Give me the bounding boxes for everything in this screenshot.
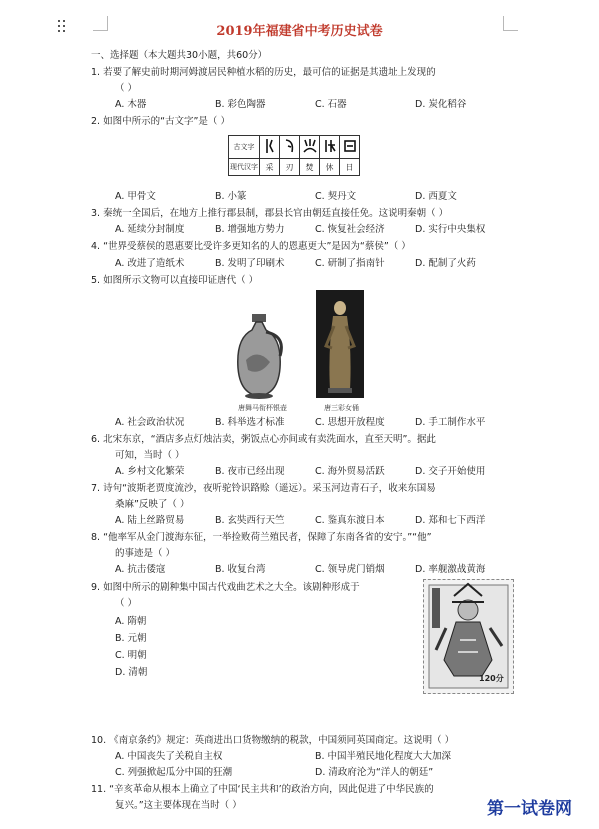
- question-9-blank: （ ）: [115, 598, 138, 609]
- modern-char: 焚: [300, 159, 320, 176]
- option-d: D. 炭化稻谷: [415, 99, 467, 110]
- option-c: C. 明朝: [115, 650, 147, 661]
- option-c: C. 海外贸易活跃: [315, 466, 385, 477]
- question-10-stem: 10. 《南京条约》规定：英商进出口货物缴纳的税款，中国须同英国商定。这说明（ ）: [91, 735, 455, 746]
- option-d: D. 西夏文: [415, 191, 457, 202]
- question-4-stem: 4. “世界受蔡侯的恩惠要比受许多更知名的人的恩惠更大”是因为“蔡侯”（ ）: [91, 241, 411, 252]
- ancient-glyph-icon: [300, 136, 320, 159]
- option-b: B. 元朝: [115, 633, 147, 644]
- option-a: A. 木器: [115, 99, 147, 110]
- question-2-stem: 2. 如图中所示的“古文字”是（ ）: [91, 116, 230, 127]
- stamp-price: 120分: [479, 674, 504, 683]
- ancient-glyph-icon: [280, 136, 300, 159]
- option-b: B. 收复台湾: [215, 564, 266, 575]
- option-a: A. 甲骨文: [115, 191, 156, 202]
- option-c: C. 恢复社会经济: [315, 224, 385, 235]
- ancient-glyph-icon: [340, 136, 360, 159]
- option-a: A. 隋朝: [115, 616, 147, 627]
- option-b: B. 小篆: [215, 191, 247, 202]
- table-header: 古文字: [229, 136, 260, 159]
- opera-stamp-image: [423, 579, 514, 694]
- option-a: A. 乡村文化繁荣: [115, 466, 185, 477]
- ancient-glyph-icon: [260, 136, 280, 159]
- question-9-stem: 9. 如图中所示的剧种集中国古代戏曲艺术之大全。该剧种形成于: [91, 582, 360, 593]
- question-1-stem: 1. 若要了解史前时期河姆渡居民种植水稻的历史，最可信的证据是其遗址上发现的: [91, 67, 436, 78]
- option-d: D. 实行中央集权: [415, 224, 486, 235]
- option-d: D. 清朝: [115, 667, 148, 678]
- option-a: A. 中国丧失了关税自主权: [115, 751, 223, 762]
- question-7-stem-cont: 桑麻”反映了（ ）: [115, 499, 190, 510]
- option-a: A. 社会政治状况: [115, 417, 185, 428]
- table-header: 现代汉字: [229, 159, 260, 176]
- option-a: A. 陆上丝路贸易: [115, 515, 185, 526]
- question-11-stem-cont: 复兴。”这主要体现在当时（ ）: [115, 800, 242, 811]
- option-d: D. 率舰激战黄海: [415, 564, 486, 575]
- section-heading: 一、选择题（本大题共30小题，共60分）: [91, 50, 268, 61]
- question-5-stem: 5. 如图所示文物可以直接印证唐代（ ）: [91, 275, 259, 286]
- option-c: C. 研制了指南针: [315, 258, 385, 269]
- modern-char: 休: [320, 159, 340, 176]
- tricolor-figurine-image: [316, 290, 364, 398]
- question-8-stem-cont: 的事迹是（ ）: [115, 548, 176, 559]
- option-c: C. 领导虎门销烟: [315, 564, 385, 575]
- option-c: C. 契丹文: [315, 191, 357, 202]
- silver-pot-image: [230, 310, 288, 402]
- exam-title: 2019年福建省中考历史试卷: [216, 24, 383, 39]
- option-c: C. 石器: [315, 99, 347, 110]
- option-d: D. 配制了火药: [415, 258, 476, 269]
- question-7-stem: 7. 诗句“波斯老贾度流沙，夜听驼铃识路赊（遥远）。采玉河边青石子，收来东国易: [91, 483, 436, 494]
- option-b: B. 玄奘西行天竺: [215, 515, 285, 526]
- option-c: C. 思想开放程度: [315, 417, 385, 428]
- option-b: B. 中国半殖民地化程度大大加深: [315, 751, 452, 762]
- question-8-stem: 8. “他率军从金门渡海东征，一举捡败荷兰殖民者，保障了东南各省的安宁。”“他”: [91, 532, 432, 543]
- option-d: D. 交子开始使用: [415, 466, 486, 477]
- option-d: D. 郑和七下西洋: [415, 515, 486, 526]
- ancient-glyph-icon: [320, 136, 340, 159]
- modern-char: 采: [260, 159, 280, 176]
- option-b: B. 增强地方势力: [215, 224, 285, 235]
- option-a: A. 抗击倭寇: [115, 564, 166, 575]
- question-11-stem: 11. “辛亥革命从根本上确立了中国‘民主共和’的政治方向，因此促进了中华民族的: [91, 784, 434, 795]
- site-watermark: 第一试卷网: [487, 799, 572, 819]
- modern-char: 刃: [280, 159, 300, 176]
- ancient-script-table: [228, 135, 360, 176]
- option-a: A. 延续分封制度: [115, 224, 185, 235]
- question-1-blank: （ ）: [115, 83, 138, 94]
- option-c: C. 列强掀起瓜分中国的狂潮: [115, 767, 233, 778]
- option-a: A. 改进了造纸术: [115, 258, 185, 269]
- modern-char: 日: [340, 159, 360, 176]
- option-b: B. 科举选才标准: [215, 417, 285, 428]
- image-caption: 唐三彩女俑: [324, 404, 359, 412]
- image-caption: 唐舞马衔杯银壶: [238, 404, 287, 412]
- question-6-stem-cont: 可知，当时（ ）: [115, 450, 185, 461]
- question-3-stem: 3. 秦统一全国后，在地方上推行郡县制，郡县长官由朝廷直接任免。这说明秦朝（ ）: [91, 208, 449, 219]
- option-b: B. 夜市已经出现: [215, 466, 285, 477]
- question-6-stem: 6. 北宋东京，“酒店多点灯烛沽卖，粥饭点心亦间或有卖洗面水，直至天明”。据此: [91, 434, 436, 445]
- option-b: B. 发明了印刷术: [215, 258, 285, 269]
- option-d: D. 清政府沦为“洋人的朝廷”: [315, 767, 434, 778]
- option-d: D. 手工制作水平: [415, 417, 486, 428]
- option-c: C. 鉴真东渡日本: [315, 515, 385, 526]
- option-b: B. 彩色陶器: [215, 99, 266, 110]
